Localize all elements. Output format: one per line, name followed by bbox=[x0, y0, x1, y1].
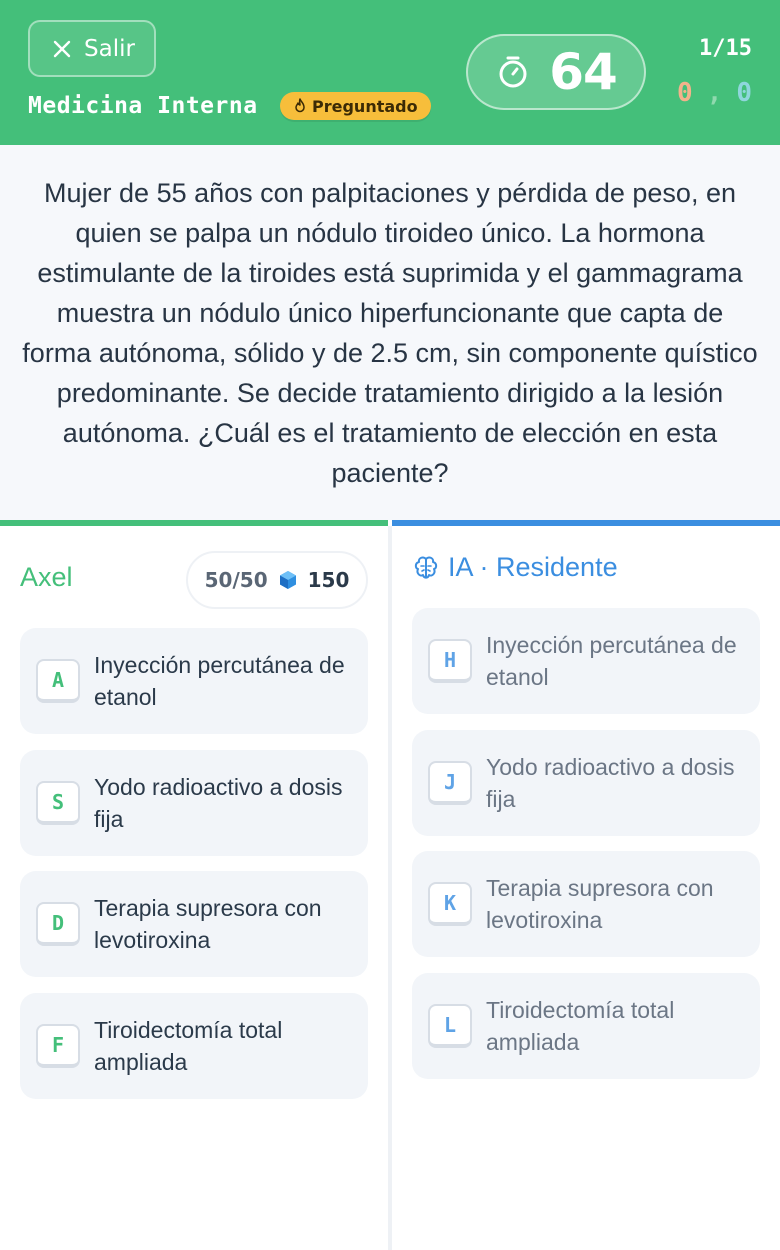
brain-icon bbox=[412, 554, 440, 582]
asked-badge bbox=[280, 92, 431, 120]
opponent-accent-bar bbox=[392, 520, 780, 526]
score-opponent: 0 bbox=[736, 78, 752, 108]
option-text: Terapia supresora con levotiroxina bbox=[486, 875, 714, 933]
player-hp: 50/50 bbox=[204, 568, 268, 592]
score-display bbox=[677, 78, 752, 108]
option-text: Tiroidectomía total ampliada bbox=[94, 1017, 283, 1075]
option-key: H bbox=[428, 639, 472, 683]
question-text: Mujer de 55 años con palpitaciones y pérdida de peso, en quien se palpa un nódulo tiroideo único. La hormona estimulante de la tiroides está suprimida y el gammagrama muestra un nódulo único hiperfuncionante que capta de forma autónoma, sólido y de 2.5 cm, sin componente quístico predominante. Se decide tratamiento dirigido a la lesión autónoma. ¿Cuál es el tratamiento de elección en esta paciente? bbox=[22, 178, 758, 488]
subject-title: Medicina Interna bbox=[28, 93, 258, 119]
score-player: 0 bbox=[677, 78, 693, 108]
opponent-option-k bbox=[412, 851, 760, 957]
option-text: Yodo radioactivo a dosis fija bbox=[94, 774, 343, 832]
option-key: D bbox=[36, 902, 80, 946]
gem-icon bbox=[278, 570, 298, 590]
opponent-option-h bbox=[412, 608, 760, 714]
exit-label: Salir bbox=[84, 35, 135, 62]
opponent-name: IA · Residente bbox=[448, 552, 618, 582]
option-text: Yodo radioactivo a dosis fija bbox=[486, 754, 735, 812]
opponent-option-l bbox=[412, 973, 760, 1079]
question-panel bbox=[0, 145, 780, 520]
player-name: Axel bbox=[20, 562, 73, 592]
option-text: Inyección percutánea de etanol bbox=[486, 632, 737, 690]
option-key: K bbox=[428, 882, 472, 926]
option-f-button[interactable] bbox=[20, 993, 368, 1099]
timer-value: 64 bbox=[549, 43, 617, 101]
option-key: J bbox=[428, 761, 472, 805]
option-text: Tiroidectomía total ampliada bbox=[486, 997, 675, 1055]
option-a-button[interactable] bbox=[20, 628, 368, 734]
opponent-option-j bbox=[412, 730, 760, 836]
asked-label: Preguntado bbox=[312, 96, 418, 116]
top-bar bbox=[0, 0, 780, 145]
option-d-button[interactable] bbox=[20, 871, 368, 977]
close-icon bbox=[52, 39, 72, 59]
option-key: F bbox=[36, 1024, 80, 1068]
flame-icon bbox=[293, 98, 307, 114]
exit-button[interactable] bbox=[28, 20, 156, 77]
stopwatch-icon bbox=[495, 54, 531, 90]
opponent-label bbox=[412, 552, 618, 583]
player-stats bbox=[186, 551, 368, 609]
option-text: Inyección percutánea de etanol bbox=[94, 652, 345, 710]
option-text: Terapia supresora con levotiroxina bbox=[94, 895, 322, 953]
option-key: A bbox=[36, 659, 80, 703]
column-divider bbox=[388, 526, 392, 1250]
option-s-button[interactable] bbox=[20, 750, 368, 856]
option-key: S bbox=[36, 781, 80, 825]
score-separator: , bbox=[706, 78, 723, 108]
countdown-timer bbox=[466, 34, 646, 110]
option-key: L bbox=[428, 1004, 472, 1048]
player-accent-bar bbox=[0, 520, 388, 526]
player-gems: 150 bbox=[307, 568, 350, 592]
question-progress: 1/15 bbox=[699, 36, 752, 61]
